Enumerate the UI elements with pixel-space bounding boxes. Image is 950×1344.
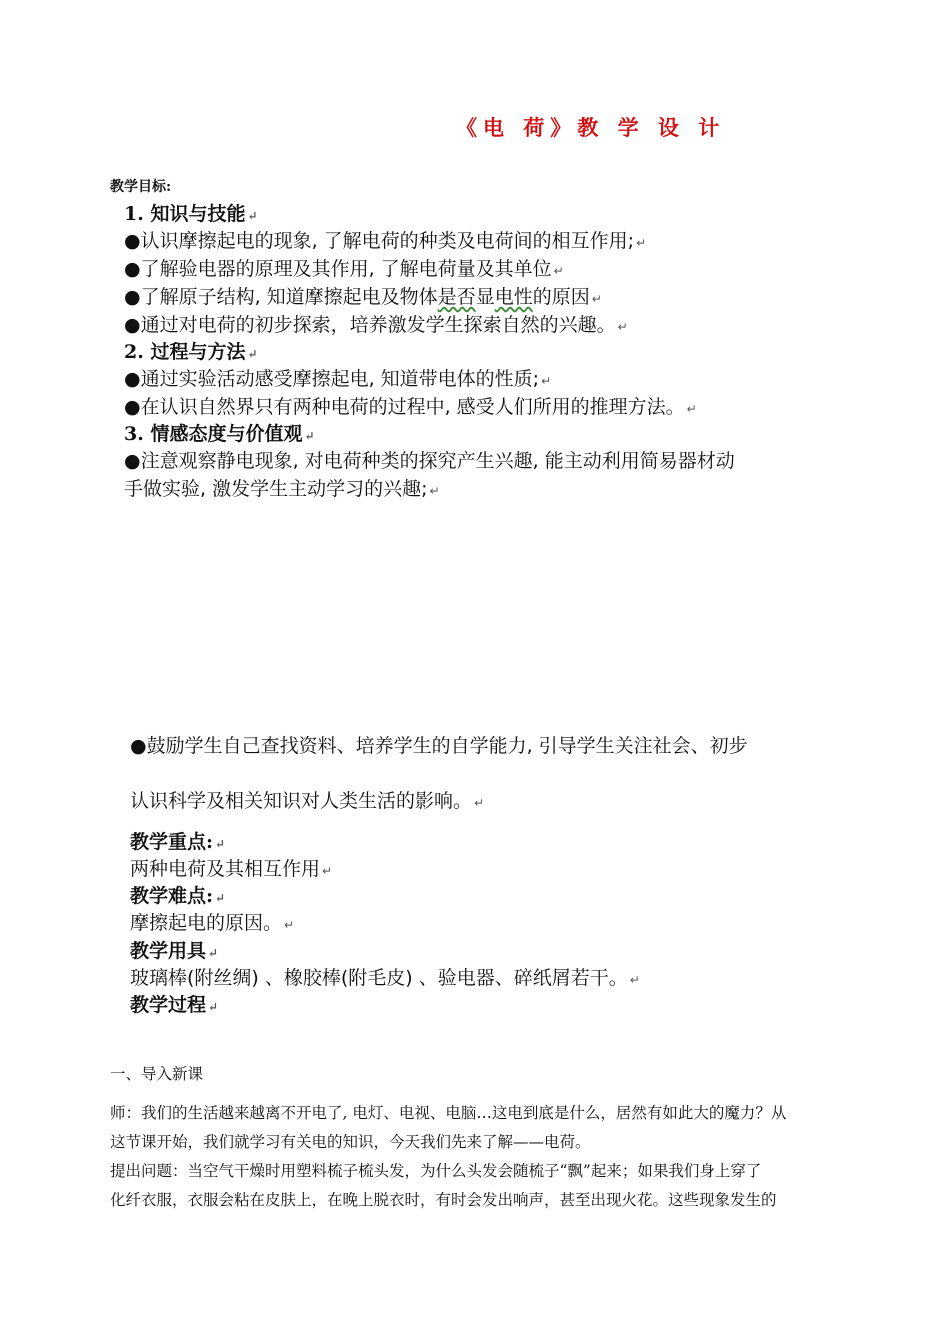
key-points-label (130, 827, 225, 854)
tools-label (130, 936, 218, 963)
label-text: 教学用具 (130, 940, 207, 962)
heading-text: 2. 过程与方法 (124, 341, 246, 363)
bullet-text: ●鼓励学生自己查找资料、培养学生的自学能力, 引导学生关注社会、初步 (130, 735, 748, 757)
bullet-text: 的原因 (532, 286, 590, 308)
section-process-heading (124, 337, 258, 364)
section-intro-heading: 一、导入新课 (110, 1065, 204, 1083)
spellcheck-underlined-text: 是否 (437, 286, 476, 308)
paragraph-mark-icon: ↵ (617, 320, 628, 334)
paragraph-mark-icon: ↵ (636, 236, 647, 250)
label-text: 教学过程 (130, 994, 207, 1016)
body-text: 摩擦起电的原因。 (130, 912, 283, 934)
paragraph-mark-icon: ↵ (215, 837, 226, 851)
bullet-text: 手做实验, 激发学生主动学习的兴趣; (124, 478, 428, 500)
key-points-text (130, 854, 332, 881)
bullet-text: 显 (475, 286, 495, 308)
paragraph-mark-icon: ↵ (322, 864, 333, 878)
bullet-item (124, 310, 628, 337)
bullet-item-continuation (130, 786, 484, 813)
bullet-text: ●认识摩擦起电的现象, 了解电荷的种类及电荷间的相互作用; (124, 230, 635, 252)
body-paragraph-line: 这节课开始，我们就学习有关电的知识，今天我们先来了解——电荷。 (110, 1133, 591, 1151)
bullet-text: ●了解验电器的原理及其作用, 了解电荷量及其单位 (124, 258, 552, 280)
bullet-text: 认识科学及相关知识对人类生活的影响。 (130, 790, 473, 812)
bullet-item (124, 282, 602, 309)
paragraph-mark-icon: ↵ (553, 264, 564, 278)
paragraph-mark-icon: ↵ (247, 347, 258, 361)
section-attitude-heading (124, 419, 315, 446)
paragraph-mark-icon: ↵ (591, 292, 602, 306)
paragraph-mark-icon: ↵ (541, 374, 552, 388)
paragraph-mark-icon: ↵ (208, 1000, 219, 1014)
tools-text (130, 963, 640, 990)
paragraph-mark-icon: ↵ (208, 946, 219, 960)
bullet-item (124, 226, 646, 253)
bullet-item-continuation (124, 474, 440, 501)
paragraph-mark-icon: ↵ (686, 402, 697, 416)
bullet-text: ●通过对电荷的初步探索，培养激发学生探索自然的兴趣。 (124, 314, 616, 336)
body-text: 玻璃棒(附丝绸) 、橡胶棒(附毛皮) 、验电器、碎纸屑若干。 (130, 967, 628, 989)
bullet-item (124, 254, 564, 281)
section-knowledge-heading (124, 199, 258, 226)
bullet-text: ●通过实验活动感受摩擦起电, 知道带电体的性质; (124, 368, 540, 390)
heading-text: 3. 情感态度与价值观 (124, 423, 303, 445)
paragraph-mark-icon: ↵ (215, 891, 226, 905)
body-paragraph-line: 化纤衣服，衣服会粘在皮肤上，在晚上脱衣时，有时会发出响声，甚至出现火花。这些现象发生的 (110, 1191, 777, 1209)
document-title: 《电 荷》教 学 设 计 (456, 115, 726, 140)
paragraph-mark-icon: ↵ (629, 973, 640, 987)
bullet-text: ●了解原子结构, 知道摩擦起电及物体 (124, 286, 438, 308)
bullet-item (124, 446, 735, 473)
bullet-item (124, 364, 551, 391)
paragraph-mark-icon: ↵ (284, 918, 295, 932)
paragraph-mark-icon: ↵ (474, 796, 485, 810)
body-paragraph-line: 师：我们的生活越来越离不开电了, 电灯、电视、电脑…这电到底是什么，居然有如此大的魔力？从 (110, 1104, 787, 1122)
paragraph-mark-icon: ↵ (247, 209, 258, 223)
bullet-text: ●在认识自然界只有两种电荷的过程中, 感受人们所用的推理方法。 (124, 396, 685, 418)
objectives-label: 教学目标: (110, 179, 172, 195)
paragraph-mark-icon: ↵ (429, 484, 440, 498)
bullet-item (124, 392, 697, 419)
body-paragraph-line: 提出问题：当空气干燥时用塑料梳子梳头发，为什么头发会随梳子“飘”起来；如果我们身上穿了 (110, 1162, 762, 1180)
heading-text: 1. 知识与技能 (124, 203, 246, 225)
bullet-item (130, 731, 748, 758)
process-label (130, 990, 218, 1017)
spellcheck-underlined-text: 电性 (494, 286, 533, 308)
difficulty-label (130, 881, 225, 908)
body-text: 两种电荷及其相互作用 (130, 858, 321, 880)
difficulty-text (130, 908, 294, 935)
bullet-text: ●注意观察静电现象, 对电荷种类的探究产生兴趣, 能主动利用简易器材动 (124, 450, 735, 472)
paragraph-mark-icon: ↵ (304, 429, 315, 443)
label-text: 教学难点: (130, 885, 214, 907)
label-text: 教学重点: (130, 831, 214, 853)
